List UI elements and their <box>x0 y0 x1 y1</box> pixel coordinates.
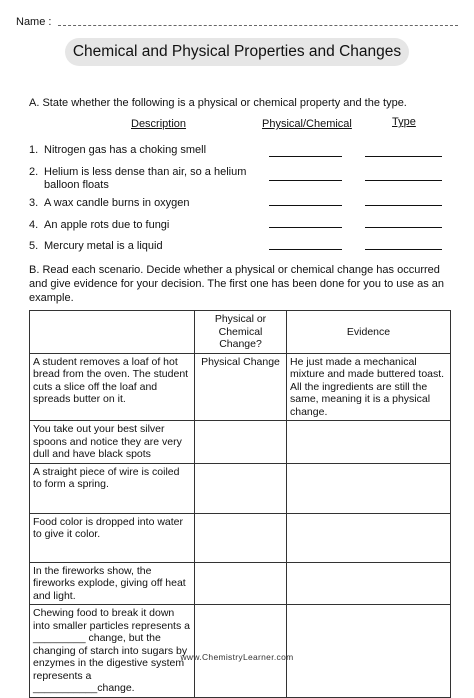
name-label: Name : <box>16 16 52 28</box>
evidence-answer-cell[interactable] <box>287 562 451 605</box>
header-change-type: Physical or Chemical Change? <box>195 311 287 354</box>
question-number: 2. <box>29 166 39 178</box>
table-row <box>30 562 451 605</box>
table-row <box>30 605 451 698</box>
change-answer-cell[interactable] <box>195 513 287 562</box>
scenario-cell: Chewing food to break it down into smaller particles represents a _________ change, but the changing of starch into sugars by enzymes in the digestive system represents a ___________change. <box>30 605 195 698</box>
scenario-table <box>29 310 451 698</box>
question-number: 4. <box>29 219 39 231</box>
page-title: Chemical and Physical Properties and Changes <box>65 38 409 66</box>
type-answer-blank[interactable] <box>365 156 442 157</box>
type-answer-blank[interactable] <box>365 227 442 228</box>
table-row <box>30 421 451 464</box>
table-header-row <box>30 311 451 354</box>
question-number: 5. <box>29 240 39 252</box>
column-header-description: Description <box>131 118 187 130</box>
scenario-cell: Food color is dropped into water to give it color. <box>30 513 195 562</box>
column-header-physical-chemical: Physical/Chemical <box>262 118 352 130</box>
column-header-type: Type <box>392 116 416 128</box>
change-answer-cell[interactable] <box>195 421 287 464</box>
change-answer-cell[interactable] <box>195 605 287 698</box>
physical-chemical-answer-blank[interactable] <box>269 205 342 206</box>
question-number: 3. <box>29 197 39 209</box>
question-text: Nitrogen gas has a choking smell <box>44 144 207 156</box>
type-answer-blank[interactable] <box>365 205 442 206</box>
question-text: Mercury metal is a liquid <box>44 240 163 252</box>
section-a-instruction: A. State whether the following is a physical or chemical property and the type. <box>29 97 407 109</box>
scenario-cell: A straight piece of wire is coiled to form a spring. <box>30 463 195 513</box>
physical-chemical-answer-blank[interactable] <box>269 227 342 228</box>
table-row <box>30 353 451 421</box>
physical-chemical-answer-blank[interactable] <box>269 156 342 157</box>
footer-website: www.ChemistryLearner.com <box>180 652 294 662</box>
scenario-cell: In the fireworks show, the fireworks explode, giving off heat and light. <box>30 562 195 605</box>
physical-chemical-answer-blank[interactable] <box>269 180 342 181</box>
physical-chemical-answer-blank[interactable] <box>269 249 342 250</box>
table-row <box>30 463 451 513</box>
question-text: An apple rots due to fungi <box>44 219 170 231</box>
evidence-answer-cell[interactable] <box>287 463 451 513</box>
change-answer-cell[interactable] <box>195 562 287 605</box>
header-evidence: Evidence <box>287 311 451 354</box>
scenario-cell: You take out your best silver spoons and notice they are very dull and have black spots <box>30 421 195 464</box>
change-cell: Physical Change <box>195 353 287 421</box>
scenario-cell: A student removes a loaf of hot bread from the oven. The student cuts a slice off the loaf and spreads butter on it. <box>30 353 195 421</box>
change-answer-cell[interactable] <box>195 463 287 513</box>
header-scenario <box>30 311 195 354</box>
evidence-answer-cell[interactable] <box>287 605 451 698</box>
evidence-answer-cell[interactable] <box>287 513 451 562</box>
question-number: 1. <box>29 144 39 156</box>
type-answer-blank[interactable] <box>365 249 442 250</box>
type-answer-blank[interactable] <box>365 180 442 181</box>
evidence-cell: He just made a mechanical mixture and made buttered toast. All the ingredients are still the same, meaning it is a physical change. <box>287 353 451 421</box>
section-b-instruction: B. Read each scenario. Decide whether a physical or chemical change has occurred and give evidence for your decision. The first one has been done for you to use as an example. <box>29 264 445 304</box>
name-field[interactable] <box>58 25 458 26</box>
question-text: A wax candle burns in oxygen <box>44 197 190 209</box>
table-row <box>30 513 451 562</box>
evidence-answer-cell[interactable] <box>287 421 451 464</box>
question-text: Helium is less dense than air, so a helium balloon floats <box>44 166 247 191</box>
